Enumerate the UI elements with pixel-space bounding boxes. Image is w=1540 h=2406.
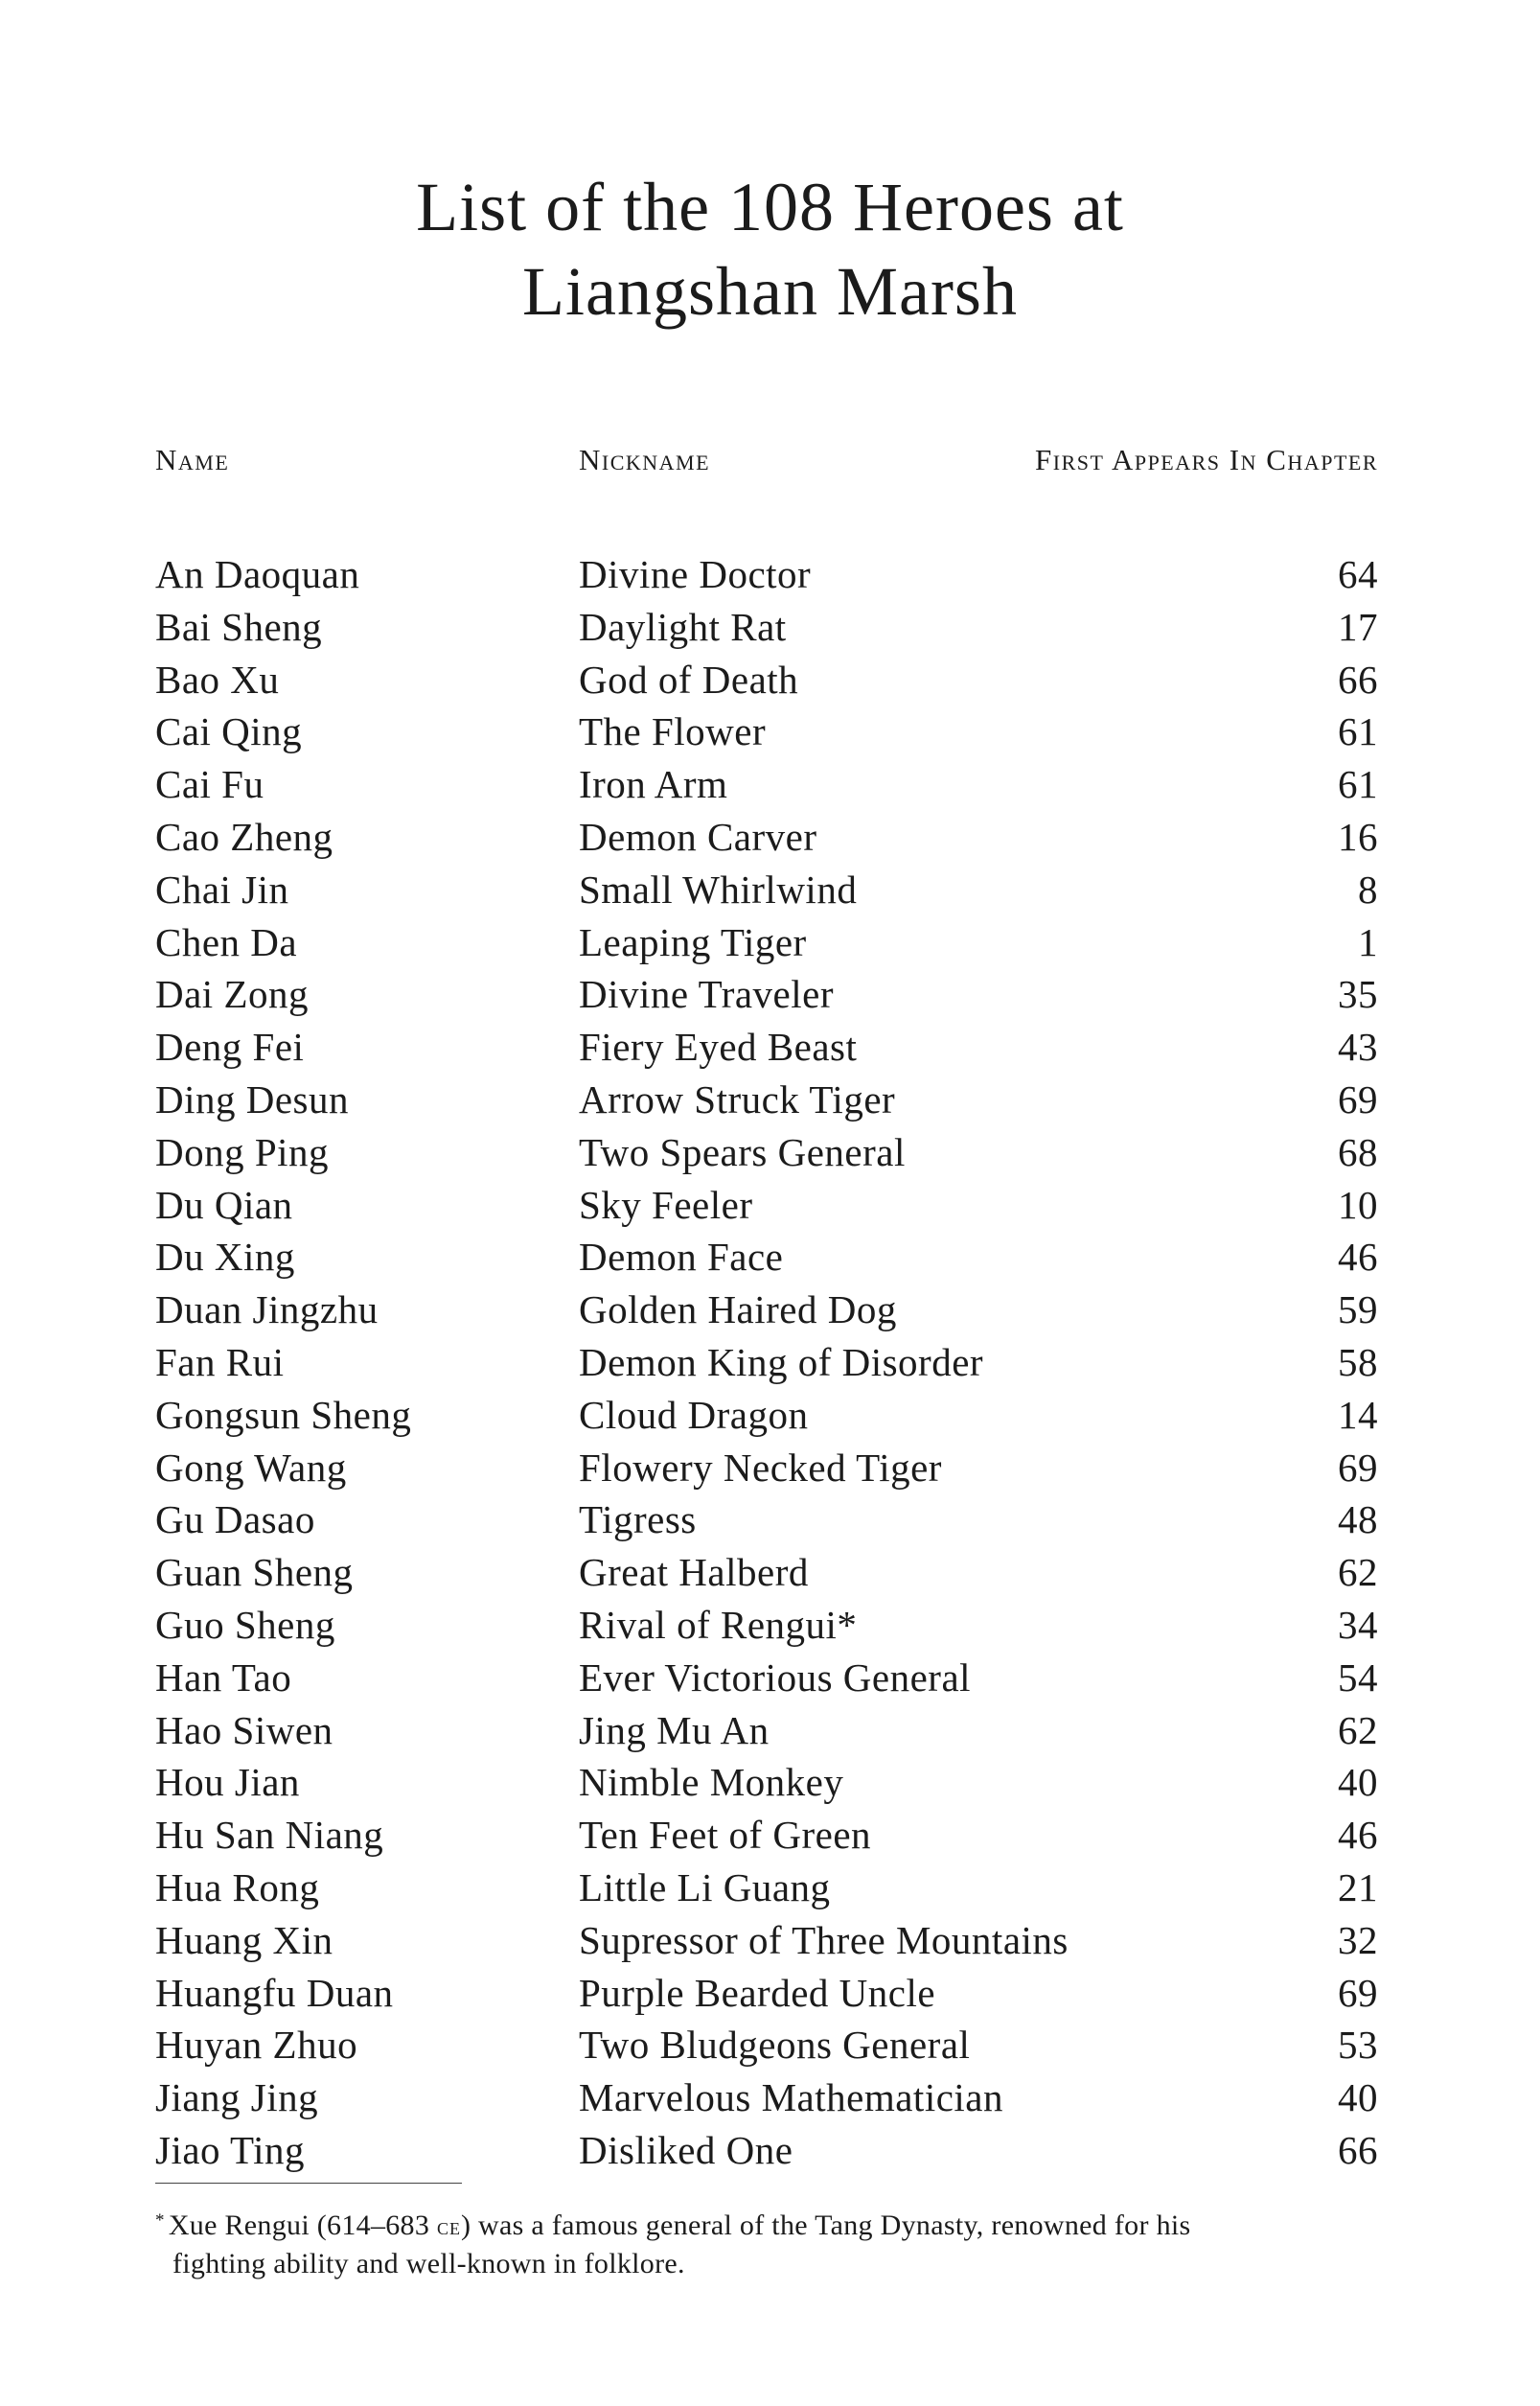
table-row xyxy=(155,864,1378,916)
hero-chapter: 17 xyxy=(1338,604,1378,649)
hero-chapter: 58 xyxy=(1338,1339,1378,1384)
table-row xyxy=(155,1231,1378,1284)
hero-nickname: Daylight Rat xyxy=(579,604,787,649)
hero-name: Hao Siwen xyxy=(155,1707,333,1752)
column-headers xyxy=(155,443,1378,481)
table-row xyxy=(155,654,1378,706)
hero-name: Huang Xin xyxy=(155,1917,333,1962)
column-header-chapter: First Appears In Chapter xyxy=(1035,443,1378,476)
hero-chapter: 40 xyxy=(1338,1760,1378,1805)
hero-chapter: 62 xyxy=(1338,1550,1378,1595)
hero-nickname: Flowery Necked Tiger xyxy=(579,1445,942,1490)
hero-name: Cao Zheng xyxy=(155,814,333,859)
hero-chapter: 59 xyxy=(1338,1287,1378,1332)
footnote-text-part-1: Xue Rengui (614–683 xyxy=(168,2209,437,2241)
column-header-name: Name xyxy=(155,443,230,476)
hero-chapter: 68 xyxy=(1338,1129,1378,1174)
hero-name: Guo Sheng xyxy=(155,1602,335,1647)
hero-nickname: Great Halberd xyxy=(579,1550,809,1595)
hero-chapter: 61 xyxy=(1338,762,1378,807)
footnote-text-line-2: fighting ability and well-known in folklore. xyxy=(172,2248,685,2279)
table-row xyxy=(155,548,1378,601)
hero-name: Huangfu Duan xyxy=(155,1970,394,2015)
hero-chapter: 34 xyxy=(1338,1602,1378,1647)
footnote-text-part-2: ) was a famous general of the Tang Dynasty, renowned for his xyxy=(460,2209,1191,2241)
hero-name: An Daoquan xyxy=(155,552,360,596)
hero-nickname: Leaping Tiger xyxy=(579,919,807,964)
hero-name: Gongsun Sheng xyxy=(155,1392,412,1437)
hero-nickname: Arrow Struck Tiger xyxy=(579,1076,896,1122)
hero-chapter: 46 xyxy=(1338,1813,1378,1858)
hero-nickname: Ten Feet of Green xyxy=(579,1813,872,1858)
hero-nickname: Rival of Rengui* xyxy=(579,1602,858,1647)
hero-name: Deng Fei xyxy=(155,1025,305,1070)
table-row xyxy=(155,1809,1378,1862)
hero-nickname: Cloud Dragon xyxy=(579,1392,809,1437)
hero-name: Gong Wang xyxy=(155,1445,347,1490)
hero-nickname: Demon King of Disorder xyxy=(579,1339,984,1384)
hero-chapter: 43 xyxy=(1338,1025,1378,1070)
hero-nickname: Golden Haired Dog xyxy=(579,1287,897,1332)
table-row xyxy=(155,706,1378,758)
hero-chapter: 32 xyxy=(1338,1917,1378,1962)
hero-chapter: 61 xyxy=(1338,709,1378,754)
hero-name: Hou Jian xyxy=(155,1760,300,1805)
table-row xyxy=(155,1599,1378,1652)
hero-name: Bao Xu xyxy=(155,657,280,702)
hero-chapter: 54 xyxy=(1338,1654,1378,1700)
hero-chapter: 62 xyxy=(1338,1707,1378,1752)
hero-chapter: 14 xyxy=(1338,1392,1378,1437)
hero-chapter: 69 xyxy=(1338,1445,1378,1490)
table-row xyxy=(155,1179,1378,1232)
table-row xyxy=(155,1652,1378,1704)
table-row xyxy=(155,2071,1378,2124)
footnote-rule xyxy=(155,2183,462,2184)
hero-name: Chai Jin xyxy=(155,867,289,912)
hero-name: Dong Ping xyxy=(155,1129,330,1174)
table-row xyxy=(155,758,1378,811)
hero-nickname: Nimble Monkey xyxy=(579,1760,844,1805)
table-row xyxy=(155,2124,1378,2177)
hero-name: Dai Zong xyxy=(155,972,309,1017)
table-row xyxy=(155,1967,1378,2020)
column-header-nickname: Nickname xyxy=(579,443,711,476)
table-row xyxy=(155,916,1378,969)
hero-chapter: 35 xyxy=(1338,972,1378,1017)
hero-nickname: Fiery Eyed Beast xyxy=(579,1025,858,1070)
hero-nickname: Ever Victorious General xyxy=(579,1654,972,1700)
hero-name: Hua Rong xyxy=(155,1864,320,1909)
hero-name: Cai Qing xyxy=(155,709,303,754)
table-row xyxy=(155,1074,1378,1126)
hero-name: Cai Fu xyxy=(155,762,264,807)
page-title xyxy=(0,165,1540,334)
table-row xyxy=(155,1389,1378,1442)
page-title-line-2: Liangshan Marsh xyxy=(522,253,1018,330)
table-row xyxy=(155,1914,1378,1967)
hero-name: Guan Sheng xyxy=(155,1550,354,1595)
hero-nickname: Disliked One xyxy=(579,2127,793,2172)
hero-nickname: The Flower xyxy=(579,709,767,754)
table-row xyxy=(155,1284,1378,1336)
hero-name: Huyan Zhuo xyxy=(155,2023,358,2068)
hero-nickname: Two Bludgeons General xyxy=(579,2023,971,2068)
hero-nickname: Demon Carver xyxy=(579,814,817,859)
hero-nickname: Jing Mu An xyxy=(579,1707,770,1752)
hero-name: Jiao Ting xyxy=(155,2127,306,2172)
footnote-mark: * xyxy=(155,2210,165,2231)
hero-chapter: 8 xyxy=(1358,867,1378,912)
hero-name: Hu San Niang xyxy=(155,1813,384,1858)
hero-name: Ding Desun xyxy=(155,1076,350,1122)
hero-chapter: 66 xyxy=(1338,657,1378,702)
hero-nickname: Tigress xyxy=(579,1497,697,1542)
hero-chapter: 66 xyxy=(1338,2127,1378,2172)
table-row xyxy=(155,1442,1378,1494)
footnote xyxy=(155,2203,1378,2282)
hero-nickname: Supressor of Three Mountains xyxy=(579,1917,1069,1962)
hero-chapter: 64 xyxy=(1338,552,1378,596)
hero-nickname: God of Death xyxy=(579,657,799,702)
hero-name: Du Qian xyxy=(155,1182,293,1227)
table-row xyxy=(155,1704,1378,1757)
hero-name: Duan Jingzhu xyxy=(155,1287,379,1332)
table-row xyxy=(155,2019,1378,2071)
hero-nickname: Little Li Guang xyxy=(579,1864,831,1909)
hero-nickname: Demon Face xyxy=(579,1235,784,1280)
table-row xyxy=(155,811,1378,864)
hero-nickname: Sky Feeler xyxy=(579,1182,753,1227)
hero-name: Bai Sheng xyxy=(155,604,323,649)
hero-chapter: 1 xyxy=(1358,919,1378,964)
hero-name: Han Tao xyxy=(155,1654,292,1700)
hero-chapter: 69 xyxy=(1338,1076,1378,1122)
hero-nickname: Purple Bearded Uncle xyxy=(579,1970,936,2015)
hero-nickname: Iron Arm xyxy=(579,762,728,807)
table-row xyxy=(155,1756,1378,1809)
hero-chapter: 69 xyxy=(1338,1970,1378,2015)
table-row xyxy=(155,1546,1378,1599)
hero-name: Chen Da xyxy=(155,919,298,964)
table-row xyxy=(155,601,1378,654)
footnote-era: ce xyxy=(436,2214,461,2240)
hero-nickname: Marvelous Mathematician xyxy=(579,2075,1004,2120)
hero-name: Gu Dasao xyxy=(155,1497,315,1542)
table-row xyxy=(155,1126,1378,1179)
hero-chapter: 48 xyxy=(1338,1497,1378,1542)
table-row xyxy=(155,1021,1378,1074)
hero-chapter: 46 xyxy=(1338,1235,1378,1280)
hero-chapter: 21 xyxy=(1338,1864,1378,1909)
table-row xyxy=(155,1862,1378,1914)
hero-chapter: 53 xyxy=(1338,2023,1378,2068)
hero-name: Fan Rui xyxy=(155,1339,285,1384)
hero-table xyxy=(155,548,1378,2177)
table-row xyxy=(155,1493,1378,1546)
hero-nickname: Divine Doctor xyxy=(579,552,812,596)
hero-chapter: 10 xyxy=(1338,1182,1378,1227)
hero-chapter: 16 xyxy=(1338,814,1378,859)
page-title-line-1: List of the 108 Heroes at xyxy=(416,169,1124,245)
hero-name: Du Xing xyxy=(155,1235,295,1280)
hero-nickname: Small Whirlwind xyxy=(579,867,858,912)
table-row xyxy=(155,1336,1378,1389)
hero-nickname: Two Spears General xyxy=(579,1129,906,1174)
hero-nickname: Divine Traveler xyxy=(579,972,834,1017)
table-row xyxy=(155,968,1378,1021)
hero-chapter: 40 xyxy=(1338,2075,1378,2120)
hero-name: Jiang Jing xyxy=(155,2075,319,2120)
